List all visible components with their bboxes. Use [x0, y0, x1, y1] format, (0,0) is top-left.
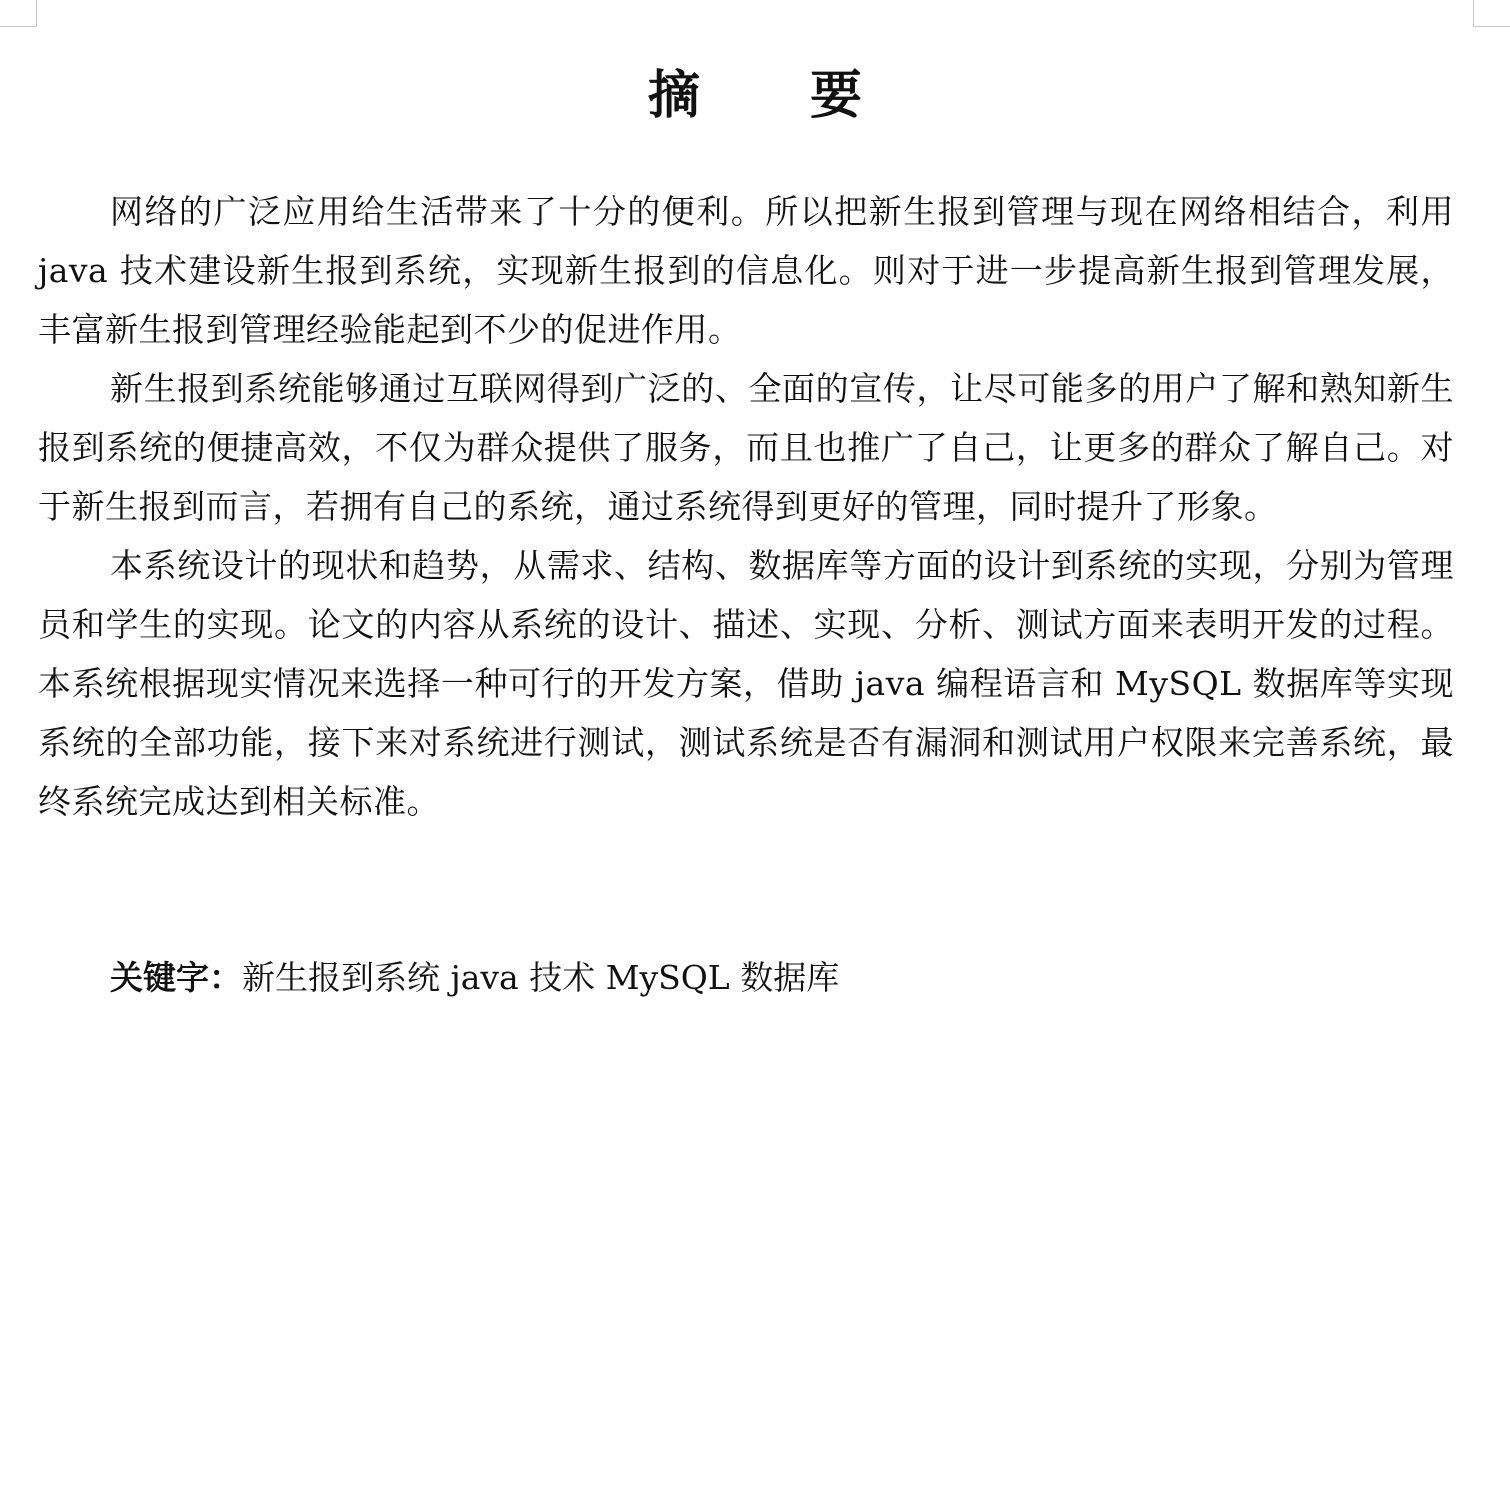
abstract-paragraph-3: 本系统设计的现状和趋势，从需求、结构、数据库等方面的设计到系统的实现，分别为管理员和学生的实现。论文的内容从系统的设计、描述、实现、分析、测试方面来表明开发的过程。本系统根据现实情况来选择一种可行的开发方案，借助 java 编程语言和 MySQL 数据库等实现系统的全部功能，接下来对系统进行测试，测试系统是否有漏洞和测试用户权限来完善系统，最终系统完成达到相关标准。 [38, 546, 1454, 821]
keywords-label: 关键字： [110, 958, 242, 997]
page-corner-mark-top-left [0, 0, 37, 27]
abstract-title: 摘 要 [647, 64, 909, 126]
abstract-body [38, 182, 1454, 831]
keywords-line [110, 948, 839, 1007]
page-corner-mark-top-right [1473, 0, 1510, 27]
abstract-paragraph-1: 网络的广泛应用给生活带来了十分的便利。所以把新生报到管理与现在网络相结合，利用 java 技术建设新生报到系统，实现新生报到的信息化。则对于进一步提高新生报到管理发展，丰富新生报到管理经验能起到不少的促进作用。 [38, 192, 1454, 349]
keywords-value: 新生报到系统 java 技术 MySQL 数据库 [242, 958, 840, 997]
abstract-paragraph-2: 新生报到系统能够通过互联网得到广泛的、全面的宣传，让尽可能多的用户了解和熟知新生报到系统的便捷高效，不仅为群众提供了服务，而且也推广了自己，让更多的群众了解自己。对于新生报到而言，若拥有自己的系统，通过系统得到更好的管理，同时提升了形象。 [38, 369, 1454, 526]
